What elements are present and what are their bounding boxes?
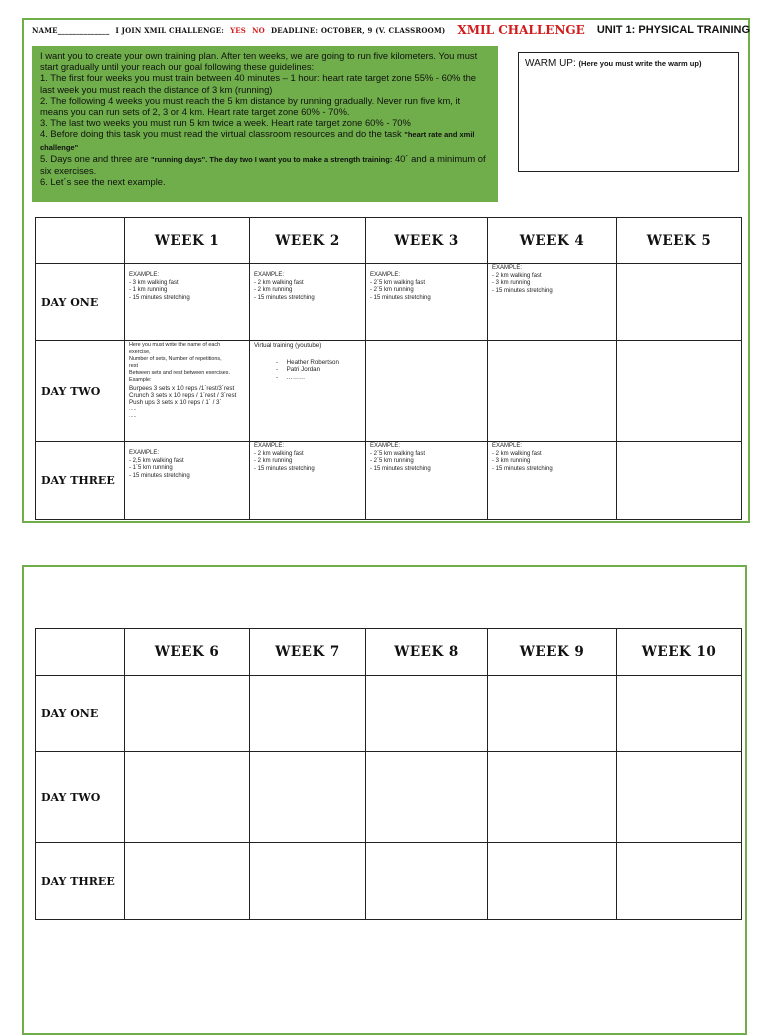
warm-up-box[interactable] — [518, 52, 739, 172]
plan-cell[interactable] — [488, 843, 617, 920]
plan-cell[interactable] — [488, 442, 617, 520]
cell-line: - 2 km walking fast — [492, 272, 542, 279]
challenge-title: XMIL CHALLENGE — [457, 23, 585, 37]
plan-cell[interactable] — [125, 843, 250, 920]
plan-cell[interactable] — [617, 676, 742, 752]
plan-cell[interactable] — [617, 264, 742, 341]
cell-line: - 15 minutes stretching — [129, 294, 190, 301]
cell-line: Example: — [129, 377, 152, 384]
deadline-label: DEADLINE: OCTOBER, 9 (V. CLASSROOM) — [270, 25, 446, 35]
week-header: WEEK 9 — [488, 629, 617, 676]
plan-cell[interactable] — [617, 442, 742, 520]
week-header: WEEK 5 — [617, 218, 742, 264]
week-header: WEEK 3 — [366, 218, 488, 264]
warm-up-hint: (Here you must write the warm up) — [578, 59, 702, 68]
virtual-training-title: Virtual training (youtube) — [254, 342, 322, 349]
cell-line: exercise, — [129, 349, 151, 356]
join-label: I JOIN XMIL CHALLENGE: — [115, 25, 225, 35]
guidelines-box — [32, 46, 498, 202]
cell-line: - 2´5 km walking fast — [370, 279, 426, 286]
plan-cell[interactable] — [125, 264, 250, 341]
name-field[interactable]: NAME______________ — [32, 25, 110, 35]
cell-line: - 3 km walking fast — [129, 279, 179, 286]
cell-line: EXAMPLE: — [492, 443, 523, 449]
guideline-4-text: 4. Before doing this task you must read the virtual classroom resources and do the task — [40, 128, 402, 140]
cell-line: Between sets and rest between exercises. — [129, 370, 230, 377]
yes-option[interactable]: YES — [230, 25, 247, 35]
guideline-5-bold: "running days". The day two I want you to make a strength training: — [151, 154, 393, 164]
plan-cell[interactable] — [366, 752, 488, 843]
no-option[interactable]: NO — [252, 25, 265, 35]
cell-line: - 1 km running — [129, 287, 168, 294]
plan-cell[interactable] — [125, 752, 250, 843]
cell-line: rest — [129, 363, 138, 370]
day-label: DAY TWO — [36, 341, 125, 442]
trainer-ellipsis: ……… — [286, 373, 306, 381]
plan-cell[interactable] — [125, 341, 250, 442]
cell-line: - 15 minutes stretching — [129, 472, 190, 479]
guideline-3: 3. The last two weeks you must run 5 km twice a week. Heart rate target zone 60% - 70% — [40, 117, 411, 129]
cell-line: EXAMPLE: — [492, 265, 523, 271]
cell-line: - 2´5 km walking fast — [370, 450, 426, 457]
cell-line: Here you must write the name of each — [129, 342, 221, 348]
cell-line: ..... — [129, 405, 137, 412]
cell-line: Crunch 3 sets x 10 reps / 1´rest / 3´rest — [129, 391, 237, 399]
guideline-5 — [40, 153, 490, 176]
cell-line: - 15 minutes stretching — [370, 294, 431, 301]
plan-cell[interactable] — [250, 843, 366, 920]
corner-cell — [36, 629, 125, 676]
cell-line: - Heather Robertson — [276, 358, 339, 366]
guideline-intro: I want you to create your own training plan. After ten weeks, we are going to run five kilometers. You must start gradually until your reach our goal following these guidelines: — [40, 50, 478, 73]
warm-up-label: WARM UP: — [525, 58, 576, 69]
guideline-4-task: "heart rate and xmil challenge" — [40, 130, 475, 152]
day-label: DAY ONE — [36, 676, 125, 752]
cell-line: - 1´5 km running — [129, 465, 173, 472]
cell-line: EXAMPLE: — [129, 272, 160, 278]
guideline-2: 2. The following 4 weeks you must reach the 5 km distance by running gradually. Never run five km, it means you can run sets of 2, 3 or 4 km. Heart rate target zone 60% - 70%. — [40, 94, 461, 118]
week-header: WEEK 1 — [125, 218, 250, 264]
plan-cell[interactable] — [488, 264, 617, 341]
plan-cell[interactable] — [617, 752, 742, 843]
cell-line: Push ups 3 sets x 10 reps / 1´ / 3´ — [129, 398, 222, 406]
document-header — [32, 22, 750, 38]
plan-cell[interactable] — [125, 442, 250, 520]
cell-line: - 15 minutes stretching — [254, 294, 315, 301]
cell-line: - 2 km walking fast — [492, 450, 542, 457]
plan-cell[interactable] — [366, 442, 488, 520]
week-header: WEEK 7 — [250, 629, 366, 676]
guideline-5-end: 40´ and a minimum of six exercises. — [40, 152, 486, 177]
week-header: WEEK 2 — [250, 218, 366, 264]
day-label: DAY THREE — [36, 843, 125, 920]
plan-cell[interactable] — [366, 264, 488, 341]
plan-cell[interactable] — [250, 752, 366, 843]
cell-line: - 2 km running — [254, 458, 293, 465]
cell-line: - Patri Jordan — [276, 366, 321, 374]
plan-cell[interactable] — [250, 676, 366, 752]
cell-line: EXAMPLE: — [370, 443, 401, 449]
guideline-5-text: 5. Days one and three are — [40, 152, 149, 164]
cell-line: - 15 minutes stretching — [492, 287, 553, 294]
cell-line: - 2 km walking fast — [254, 279, 304, 286]
plan-cell[interactable] — [617, 341, 742, 442]
trainer-link[interactable]: Heather Robertson — [286, 358, 339, 366]
day-label: DAY ONE — [36, 264, 125, 341]
corner-cell — [36, 218, 125, 264]
plan-cell[interactable] — [250, 264, 366, 341]
week-header: WEEK 10 — [617, 629, 742, 676]
cell-line: EXAMPLE: — [370, 272, 401, 278]
training-plan-table-weeks-1-5 — [35, 217, 742, 520]
cell-line: - 2´5 km running — [370, 458, 414, 465]
week-header: WEEK 6 — [125, 629, 250, 676]
cell-line: - 3 km running — [492, 280, 531, 287]
day-label: DAY TWO — [36, 752, 125, 843]
cell-line: Number of sets, Number of repetitions, — [129, 356, 222, 363]
plan-cell[interactable] — [366, 341, 488, 442]
cell-line: ..... — [129, 412, 137, 419]
unit-title: UNIT 1: PHYSICAL TRAINING — [596, 24, 751, 36]
cell-line: EXAMPLE: — [254, 443, 285, 449]
cell-line: Burpees 3 sets x 10 reps /1´rest/3´rest — [129, 384, 235, 392]
guideline-4 — [40, 128, 490, 152]
cell-line: - 2 km running — [254, 287, 293, 294]
guideline-1: 1. The first four weeks you must train between 40 minutes – 1 hour: heart rate target zone 55% - 60% the last week you must reach the distance of 3 km (running) — [40, 72, 477, 95]
day-label: DAY THREE — [36, 442, 125, 520]
cell-line: - 15 minutes stretching — [370, 465, 431, 472]
plan-cell[interactable] — [488, 341, 617, 442]
cell-line: EXAMPLE: — [129, 450, 160, 456]
plan-cell[interactable] — [488, 752, 617, 843]
cell-line: - 3 km running — [492, 458, 531, 465]
cell-line: - 2´5 km running — [370, 287, 414, 294]
cell-line: - 2 km walking fast — [254, 450, 304, 457]
plan-cell[interactable] — [617, 843, 742, 920]
cell-line: - ……… — [276, 373, 306, 381]
plan-cell[interactable] — [488, 676, 617, 752]
week-header: WEEK 4 — [488, 218, 617, 264]
plan-cell[interactable] — [125, 676, 250, 752]
training-plan-table-weeks-6-10 — [35, 628, 742, 920]
plan-cell[interactable] — [366, 843, 488, 920]
plan-cell[interactable] — [250, 442, 366, 520]
cell-line: - 15 minutes stretching — [492, 465, 553, 472]
trainer-link[interactable]: Patri Jordan — [286, 366, 321, 374]
cell-line: EXAMPLE: — [254, 272, 285, 278]
cell-line: - 15 minutes stretching — [254, 465, 315, 472]
week-header: WEEK 8 — [366, 629, 488, 676]
guideline-6: 6. Let´s see the next example. — [40, 176, 166, 188]
plan-cell[interactable] — [366, 676, 488, 752]
cell-line: - 2,5 km walking fast — [129, 457, 184, 464]
plan-cell[interactable] — [250, 341, 366, 442]
